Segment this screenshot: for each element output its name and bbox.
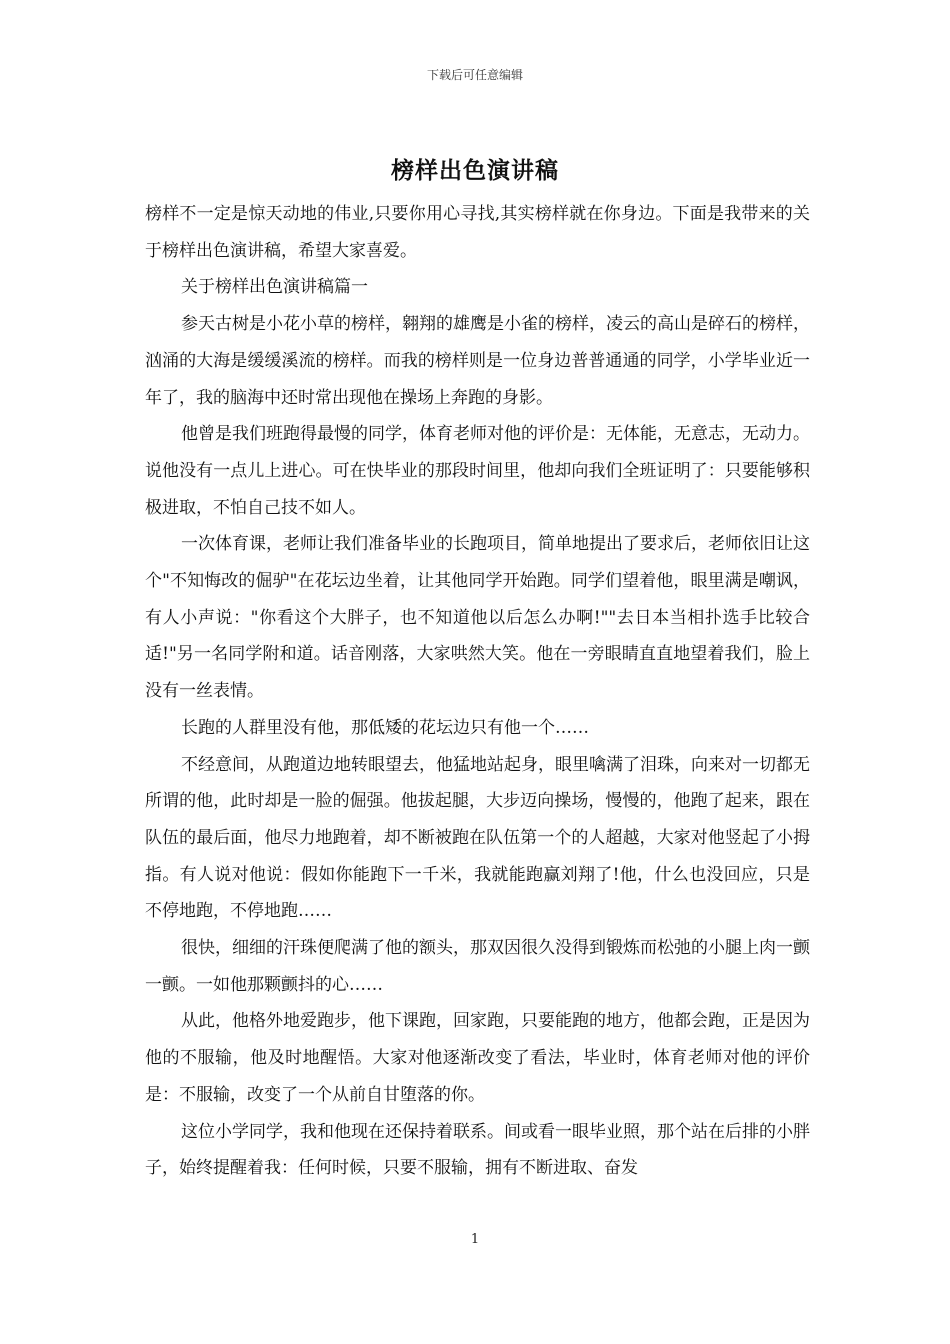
document-title: 榜样出色演讲稿 bbox=[391, 157, 559, 184]
body-paragraph: 他曾是我们班跑得最慢的同学，体育老师对他的评价是：无体能，无意志，无动力。说他没有一点儿上进心。可在快毕业的那段时间里，他却向我们全班证明了：只要能够积极进取，不怕自己技不如人。 bbox=[145, 424, 810, 518]
body-paragraph: 很快，细细的汗珠便爬满了他的额头，那双因很久没得到锻炼而松弛的小腿上肉一颤一颤。一如他那颗颤抖的心…… bbox=[145, 938, 810, 995]
section-heading: 关于榜样出色演讲稿篇一 bbox=[181, 277, 368, 298]
body-paragraph: 一次体育课，老师让我们准备毕业的长跑项目，简单地提出了要求后，老师依旧让这个"不知悔改的倔驴"在花坛边坐着，让其他同学开始跑。同学们望着他，眼里满是嘲讽，有人小声说："你看这个大胖子，也不知道他以后怎么办啊!""去日本当相扑选手比较合适!"另一名同学附和道。话音刚落，大家哄然大笑。他在一旁眼睛直直地望着我们，脸上没有一丝表情。 bbox=[145, 534, 810, 702]
body-paragraph: 参天古树是小花小草的榜样，翱翔的雄鹰是小雀的榜样，凌云的高山是碎石的榜样，汹涌的大海是缓缓溪流的榜样。而我的榜样则是一位身边普普通通的同学，小学毕业近一年了，我的脑海中还时常出现他在操场上奔跑的身影。 bbox=[145, 314, 810, 408]
page-header-note: 下载后可任意编辑 bbox=[426, 68, 523, 82]
page-number: 1 bbox=[470, 1232, 480, 1247]
body-paragraph: 从此，他格外地爱跑步，他下课跑，回家跑，只要能跑的地方，他都会跑，正是因为他的不服输，他及时地醒悟。大家对他逐渐改变了看法，毕业时，体育老师对他的评价是：不服输，改变了一个从前自甘堕落的你。 bbox=[145, 1011, 810, 1105]
document-body bbox=[145, 196, 810, 1187]
body-paragraph: 这位小学同学，我和他现在还保持着联系。间或看一眼毕业照，那个站在后排的小胖子，始终提醒着我：任何时候，只要不服输，拥有不断进取、奋发 bbox=[145, 1121, 810, 1179]
body-paragraph: 不经意间，从跑道边地转眼望去，他猛地站起身，眼里噙满了泪珠，向来对一切都无所谓的他，此时却是一脸的倔强。他拔起腿，大步迈向操场，慢慢的，他跑了起来，跟在队伍的最后面，他尽力地跑着，却不断被跑在队伍第一个的人超越，大家对他竖起了小拇指。有人说对他说：假如你能跑下一千米，我就能跑赢刘翔了!他，什么也没回应，只是不停地跑，不停地跑…… bbox=[145, 754, 810, 922]
intro-paragraph: 榜样不一定是惊天动地的伟业,只要你用心寻找,其实榜样就在你身边。下面是我带来的关于榜样出色演讲稿，希望大家喜爱。 bbox=[145, 204, 810, 261]
body-paragraph: 长跑的人群里没有他，那低矮的花坛边只有他一个…… bbox=[181, 717, 589, 738]
